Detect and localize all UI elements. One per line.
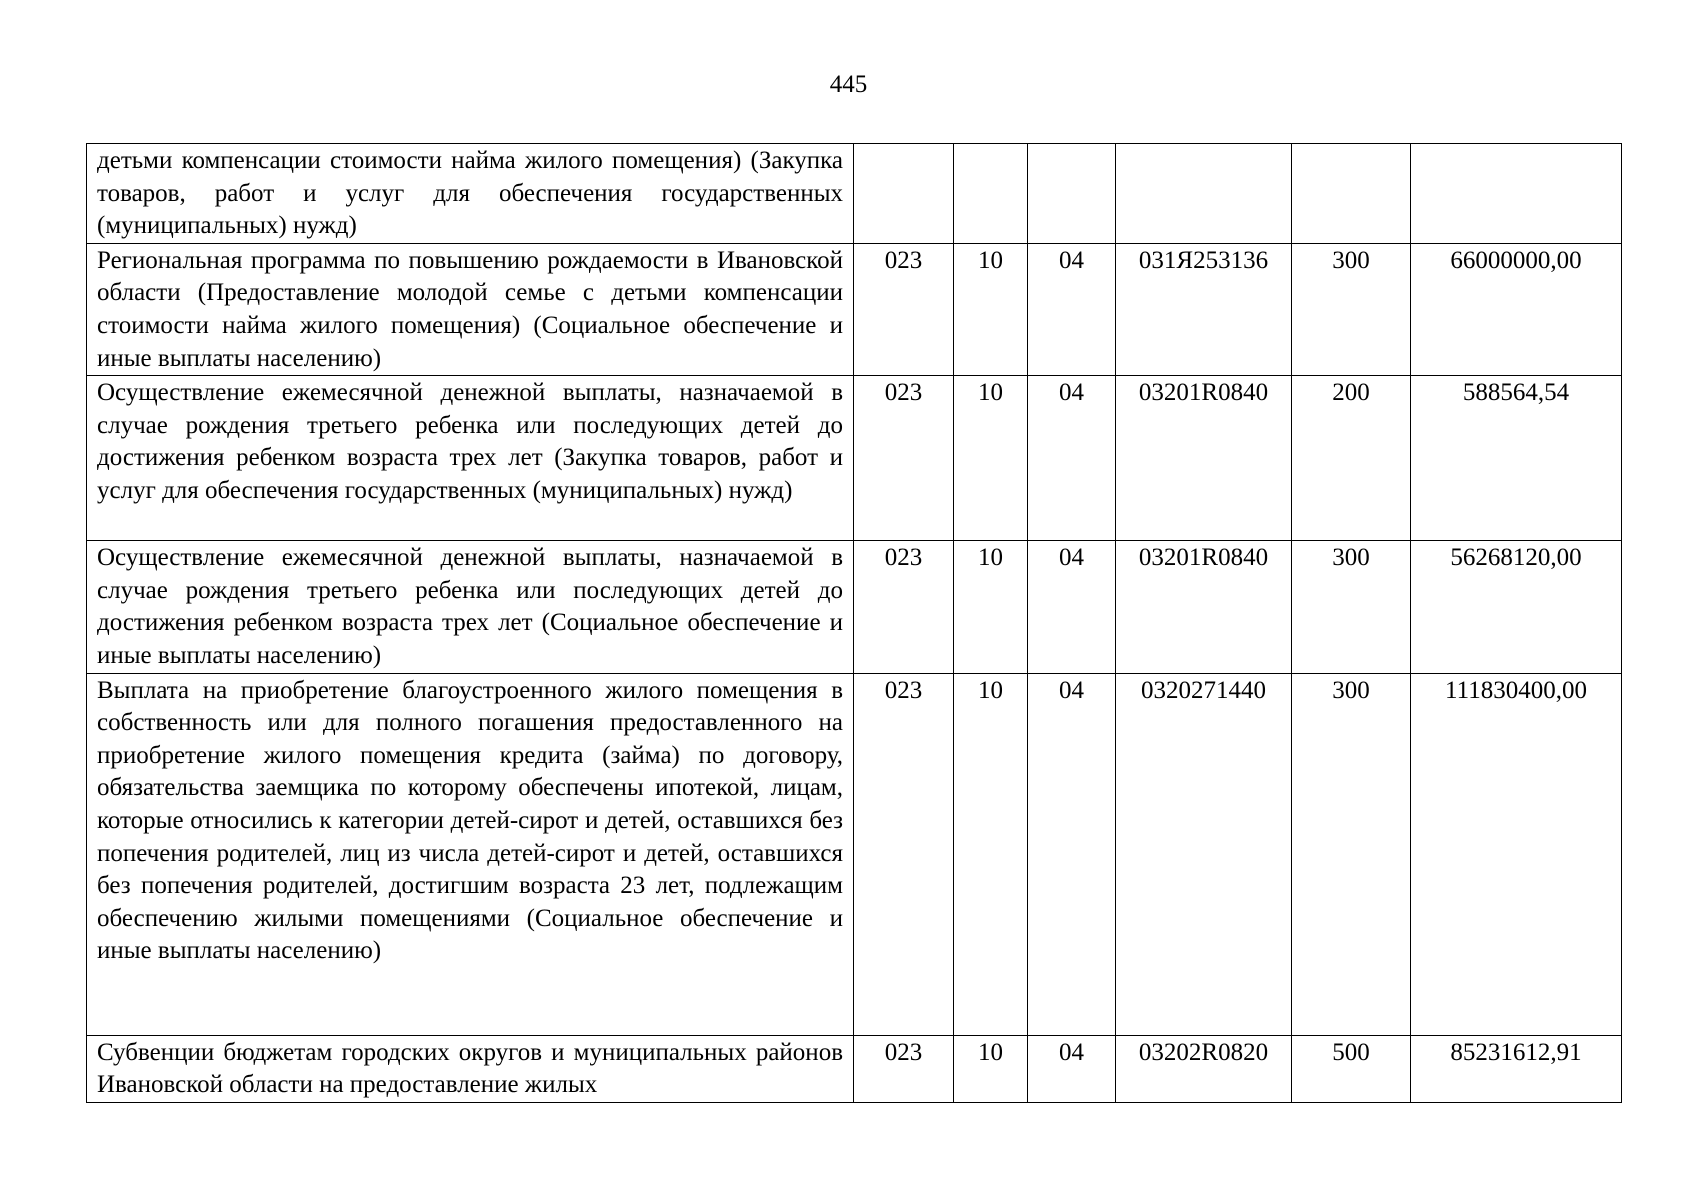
expense-type-cell	[1292, 144, 1411, 244]
amount-cell: 66000000,00	[1411, 243, 1622, 375]
table-row	[87, 541, 1622, 673]
row-description: Субвенции бюджетам городских округов и муниципальных районов Ивановской области на предоставление жилых	[87, 1035, 854, 1102]
amount-cell: 111830400,00	[1411, 673, 1622, 1035]
section-code-cell: 10	[954, 541, 1028, 673]
table-row	[87, 243, 1622, 375]
expense-type-cell: 300	[1292, 243, 1411, 375]
target-article-cell: 03201R0840	[1116, 376, 1292, 541]
ministry-code-cell: 023	[854, 1035, 954, 1102]
table-row	[87, 1035, 1622, 1102]
target-article-cell	[1116, 144, 1292, 244]
amount-cell: 56268120,00	[1411, 541, 1622, 673]
subsection-code-cell: 04	[1028, 1035, 1116, 1102]
row-description: Осуществление ежемесячной денежной выплаты, назначаемой в случае рождения третьего ребенка или последующих детей до достижения ребенком возраста трех лет (Социальное обеспечение и иные выплаты населению)	[87, 541, 854, 673]
expense-type-cell: 500	[1292, 1035, 1411, 1102]
section-code-cell	[954, 144, 1028, 244]
section-code-cell: 10	[954, 673, 1028, 1035]
budget-table	[86, 143, 1622, 1103]
target-article-cell: 0320271440	[1116, 673, 1292, 1035]
expense-type-cell: 200	[1292, 376, 1411, 541]
row-description: детьми компенсации стоимости найма жилого помещения) (Закупка товаров, работ и услуг для обеспечения государственных (муниципальных) нужд)	[87, 144, 854, 244]
target-article-cell: 03201R0840	[1116, 541, 1292, 673]
ministry-code-cell: 023	[854, 376, 954, 541]
row-description: Осуществление ежемесячной денежной выплаты, назначаемой в случае рождения третьего ребенка или последующих детей до достижения ребенком возраста трех лет (Закупка товаров, работ и услуг для обеспечения государственных (муниципальных) нужд)	[87, 376, 854, 541]
subsection-code-cell: 04	[1028, 243, 1116, 375]
ministry-code-cell: 023	[854, 541, 954, 673]
subsection-code-cell: 04	[1028, 541, 1116, 673]
amount-cell	[1411, 144, 1622, 244]
row-description: Выплата на приобретение благоустроенного жилого помещения в собственность или для полного погашения предоставленного на приобретение жилого помещения кредита (займа) по договору, обязательства заемщика по которому обеспечены ипотекой, лицам, которые относились к категории детей-сирот и детей, оставшихся без попечения родителей, лиц из числа детей-сирот и детей, оставшихся без попечения родителей, достигшим возраста 23 лет, подлежащим обеспечению жилыми помещениями (Социальное обеспечение и иные выплаты населению)	[87, 673, 854, 1035]
expense-type-cell: 300	[1292, 673, 1411, 1035]
ministry-code-cell: 023	[854, 243, 954, 375]
section-code-cell: 10	[954, 1035, 1028, 1102]
section-code-cell: 10	[954, 243, 1028, 375]
ministry-code-cell: 023	[854, 673, 954, 1035]
section-code-cell: 10	[954, 376, 1028, 541]
table-row	[87, 376, 1622, 541]
expense-type-cell: 300	[1292, 541, 1411, 673]
subsection-code-cell: 04	[1028, 673, 1116, 1035]
row-description: Региональная программа по повышению рождаемости в Ивановской области (Предоставление молодой семье с детьми компенсации стоимости найма жилого помещения) (Социальное обеспечение и иные выплаты населению)	[87, 243, 854, 375]
table-row	[87, 673, 1622, 1035]
target-article-cell: 031Я253136	[1116, 243, 1292, 375]
subsection-code-cell: 04	[1028, 376, 1116, 541]
table-row	[87, 144, 1622, 244]
target-article-cell: 03202R0820	[1116, 1035, 1292, 1102]
amount-cell: 588564,54	[1411, 376, 1622, 541]
amount-cell: 85231612,91	[1411, 1035, 1622, 1102]
page-number: 445	[829, 71, 868, 98]
subsection-code-cell	[1028, 144, 1116, 244]
ministry-code-cell	[854, 144, 954, 244]
